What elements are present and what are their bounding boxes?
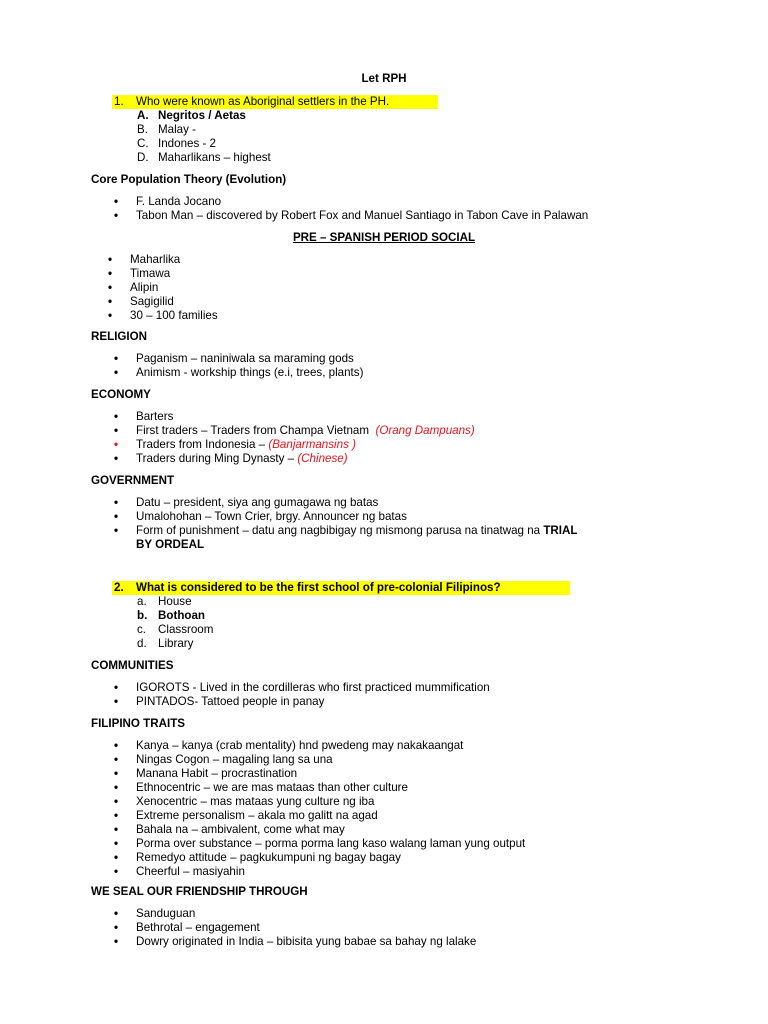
- trader-name-red: (Chinese): [297, 452, 348, 465]
- bullet-icon: •: [114, 781, 119, 794]
- question-2-text: What is considered to be the first school of pre-colonial Filipinos?: [136, 581, 501, 594]
- bullet-icon: •: [114, 695, 119, 708]
- religion-heading: RELIGION: [91, 330, 148, 343]
- document-title: Let RPH: [361, 72, 407, 85]
- communities-heading: COMMUNITIES: [91, 659, 174, 672]
- bullet-icon: •: [114, 496, 119, 509]
- bullet-icon: •: [114, 753, 119, 766]
- core-population-heading: Core Population Theory (Evolution): [91, 173, 287, 186]
- bullet-icon: •: [114, 837, 119, 850]
- bullet-icon: •: [114, 352, 119, 365]
- question-1-number: 1.: [114, 95, 124, 108]
- bullet-icon: •: [108, 295, 113, 308]
- bullet-icon: •: [114, 681, 119, 694]
- document-page: Let RPH 1. Who were known as Aboriginal settlers in the PH. A. Negritos / Aetas B. Malay - C. Indones - 2 D. Maharlikans – highest Core Population Theory (Evolution) • F. Landa Jocano • Tabon Man – discovered by Robert Fox and Manuel Santiago in Tabon Cave in Palawan PRE – SPANISH PERIOD SOCIAL • Maharlika • Timawa • Alipin • Sagigilid • 30 – 100 families RELIGION • Paganism – naniniwala sa maraming gods • Animism - workship things (e.i, trees, plants) ECONOMY • Barters • First traders – Traders from Champa Vietnam (Orang Dampuans) • Traders from Indonesia – (Banjarmansins ) • Traders during Ming Dynasty – (Chinese) GOVERNMENT • Datu – president, siya ang gumagawa ng batas • Umalohohan – Town Crier, brgy. Announcer ng batas • Form of punishment – datu ang nagbibigay ng mismong parusa na tinatwag na TRIAL BY ORDEAL 2. What is considered to be the first school of pre-colonial Filipinos? a. House b. Bothoan c. Classroom d. Library COMMUNITIES • IGOROTS - Lived in the cordilleras who first practiced mummification • PINTADOS- Tattoed people in panay FILIPINO TRAITS • Kanya – kanya (crab mentality) hnd pwedeng may nakakaangat • Ningas Cogon – magaling lang sa una • Manana Habit – procrastination • Ethnocentric – we are mas mataas than other culture • Xenocentric – mas mataas yung culture ng iba • Extreme personalism – akala mo galitt na agad • Bahala na – ambivalent, come what may • Porma over substance – porma porma lang kaso walang laman yung output • Remedyo attitude – pagkukumpuni ng bagay bagay • Cheerful – masiyahin WE SEAL OUR FRIENDSHIP THROUGH • Sanduguan • Bethrotal – engagement • Dowry originated in India – bibisita yung babae sa bahay ng lalake: [0, 0, 768, 1024]
- bullet-icon: •: [114, 524, 119, 537]
- bullet-icon: •: [114, 921, 119, 934]
- pre-spanish-heading: PRE – SPANISH PERIOD SOCIAL: [292, 231, 476, 244]
- bullet-icon: •: [114, 366, 119, 379]
- bullet-icon: •: [114, 865, 119, 878]
- bullet-icon: •: [114, 767, 119, 780]
- bullet-icon: •: [114, 739, 119, 752]
- bullet-icon: •: [114, 410, 119, 423]
- filipino-traits-heading: FILIPINO TRAITS: [91, 717, 186, 730]
- bullet-icon: •: [114, 823, 119, 836]
- bullet-icon: •: [114, 851, 119, 864]
- bullet-icon: •: [114, 795, 119, 808]
- bullet-icon: •: [108, 309, 113, 322]
- bullet-icon: •: [114, 935, 119, 948]
- bullet-icon: •: [114, 195, 119, 208]
- bullet-icon: •: [114, 907, 119, 920]
- trader-name-red: (Banjarmansins ): [268, 438, 356, 451]
- bullet-icon: •: [114, 209, 119, 222]
- bullet-icon: •: [108, 267, 113, 280]
- bullet-icon: •: [114, 510, 119, 523]
- bullet-icon: •: [114, 438, 119, 451]
- bullet-icon: •: [114, 809, 119, 822]
- question-2: [0, 581, 768, 595]
- bullet-icon: •: [114, 452, 119, 465]
- bullet-icon: •: [114, 424, 119, 437]
- question-1: [0, 95, 768, 109]
- bullet-icon: •: [108, 253, 113, 266]
- friendship-heading: WE SEAL OUR FRIENDSHIP THROUGH: [91, 885, 308, 898]
- bullet-icon: •: [108, 281, 113, 294]
- question-2-number: 2.: [114, 581, 124, 594]
- government-heading: GOVERNMENT: [91, 474, 175, 487]
- trader-name-red: (Orang Dampuans): [375, 424, 475, 437]
- economy-heading: ECONOMY: [91, 388, 151, 401]
- question-1-text: Who were known as Aboriginal settlers in the PH.: [136, 95, 390, 108]
